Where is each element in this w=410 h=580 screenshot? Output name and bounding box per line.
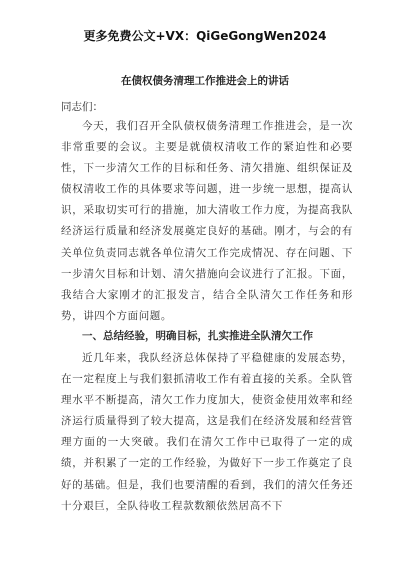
intro-paragraph: 今天，我们召开全队债权债务清理工作推进会，是一次非常重要的会议。主要是就债权清收工作的紧迫性和必要性，下一步清欠工作的目标和任务、清欠措施、组织保证及债权清收工作的具体要求等问题，进一步统一思想，提高认识，采取切实可行的措施，加大清收工作力度，为提高我队经济运行质量和经济发展奠定良好的基础。刚才，与会的有关单位负责同志就各单位清欠工作完成情况、存在问题、下一步清欠目标和计划、清欠措施向会议进行了汇报。下面，我结合大家刚才的汇报发言，结合全队清欠工作任务和形势，讲四个方面问题。 bbox=[61, 120, 353, 322]
section-paragraph: 近几年来，我队经济总体保持了平稳健康的发展态势，在一定程度上与我们狠抓清收工作有着直接的关系。全队管理水平不断提高，清欠工作力度加大，使资金使用效率和经济运行质量得到了较大提高，这是我们在经济发展和经营管理方面的一大突破。我们在清欠工作中已取得了一定的成绩，并积累了一定的工作经验，为做好下一步工作奠定了良好的基础。但是，我们也要清醒的看到，我们的清欠任务还十分艰巨，全队待收工程款数额依然居高不下 bbox=[61, 352, 353, 512]
document-title: 在债权债务清理工作推进会上的讲话 bbox=[121, 75, 289, 87]
promo-banner: 更多免费公文+VX：QiGeGongWen2024 bbox=[83, 29, 327, 43]
section-heading: 一、总结经验，明确目标，扎实推进全队清欠工作 bbox=[82, 330, 313, 342]
salutation: 同志们： bbox=[61, 101, 103, 113]
